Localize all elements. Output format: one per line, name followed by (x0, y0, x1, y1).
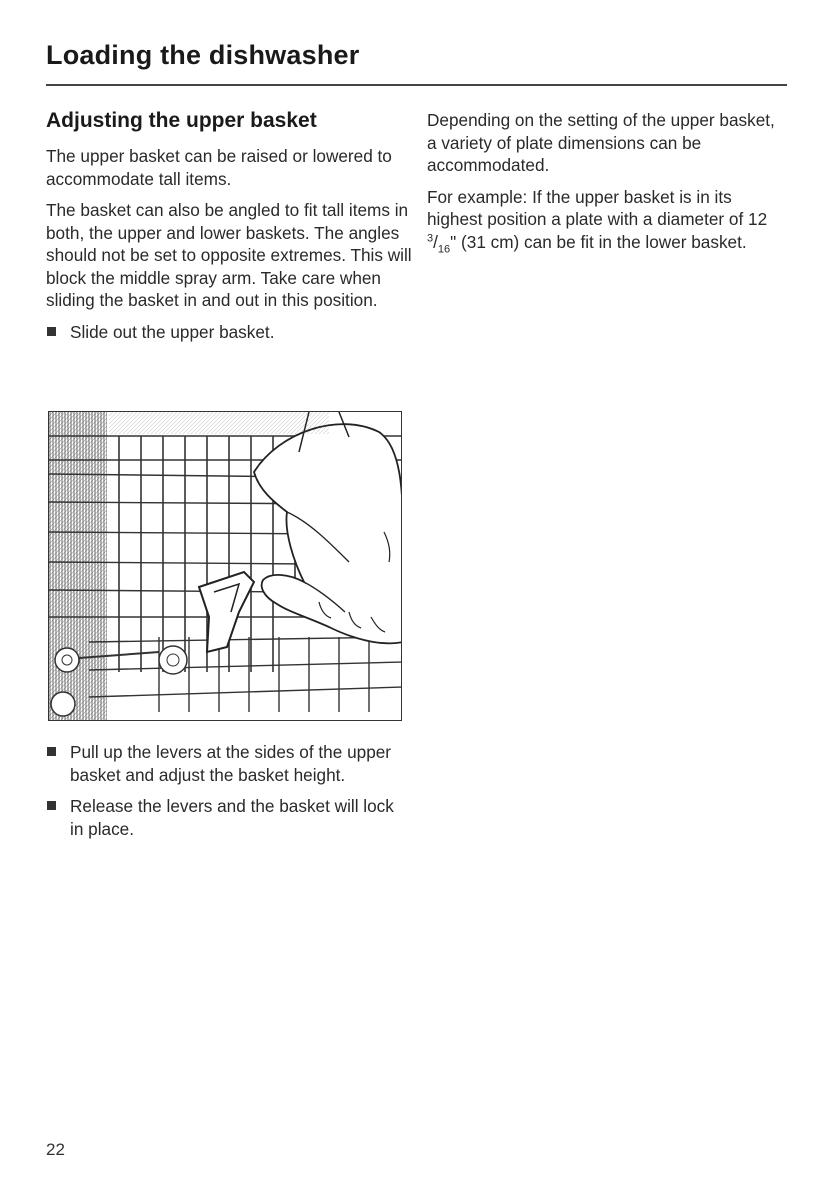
bullet-square-icon (47, 801, 56, 810)
example-text-start: For example: If the upper basket is in its highest position a plate with a diameter of 12 (427, 186, 768, 229)
upper-basket-lever-illustration-icon (49, 412, 402, 721)
right-column (427, 109, 789, 262)
section-heading: Adjusting the upper basket (46, 109, 317, 132)
fraction-denominator: 16 (437, 242, 451, 255)
intro-paragraph: The upper basket can be raised or lowered to accommodate tall items. (46, 146, 392, 189)
page-number: 22 (46, 1140, 65, 1159)
plate-dimensions-paragraph: Depending on the setting of the upper basket, a variety of plate dimensions can be accommodated. (427, 110, 775, 175)
angle-paragraph: The basket can also be angled to fit tall items in both, the upper and lower baskets. The angles should not be set to opposite extremes. This will block the middle spray arm. Take care when sliding the basket in and out in this position. (46, 200, 412, 310)
title-divider (46, 84, 787, 86)
step-text: Pull up the levers at the sides of the upper basket and adjust the basket height. (70, 742, 392, 785)
step-slide-out (46, 321, 416, 344)
step-text: Release the levers and the basket will lock in place. (70, 796, 394, 839)
step-text: Slide out the upper basket. (70, 321, 275, 342)
step-release-levers (46, 795, 396, 840)
basket-illustration (48, 411, 402, 721)
lower-steps (46, 741, 396, 849)
bullet-square-icon (47, 327, 56, 336)
example-paragraph: For example: If the upper basket is in its highest position a plate with a diameter of 12 $^3/_{16}$" (31 cm) can be fit in the lower basket. (427, 186, 768, 255)
example-text-end: " (31 cm) can be fit in the lower basket. (450, 231, 747, 252)
left-column (46, 145, 416, 352)
bullet-square-icon (47, 747, 56, 756)
fraction-numerator: 3 (427, 231, 434, 244)
page-title: Loading the dishwasher (46, 40, 360, 70)
step-pull-levers (46, 741, 396, 786)
